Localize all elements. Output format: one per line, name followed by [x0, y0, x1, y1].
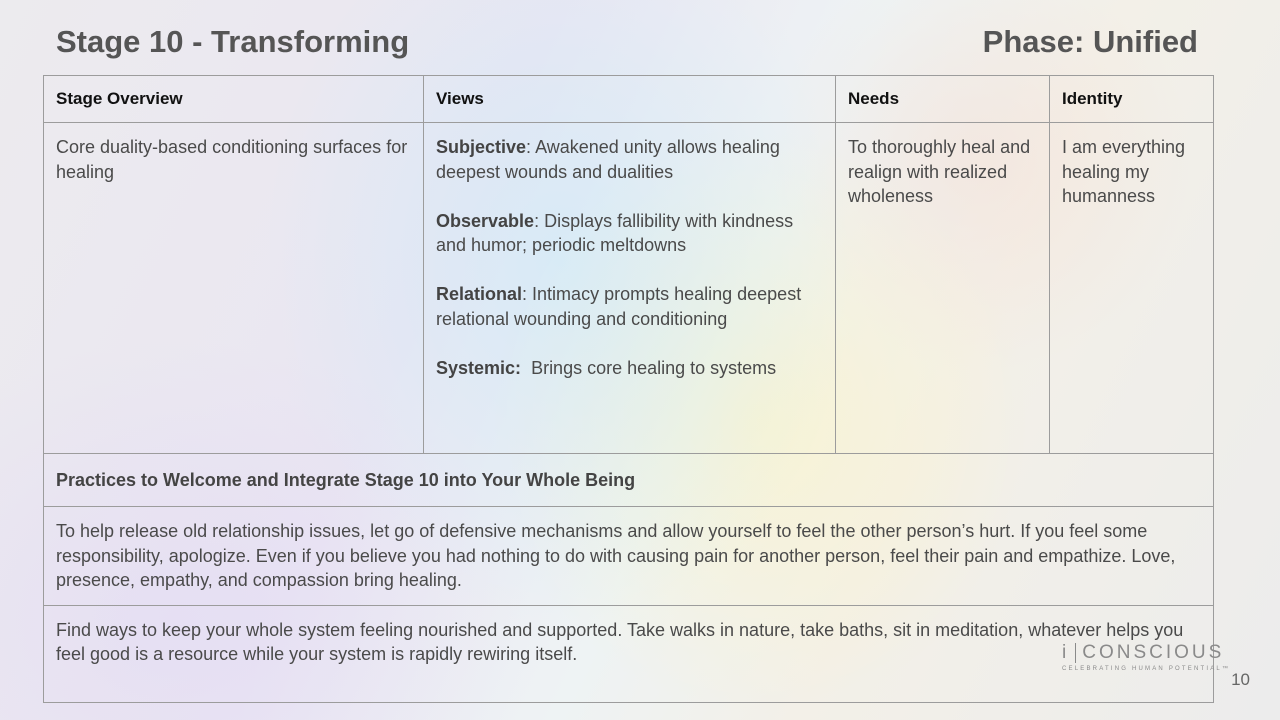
logo-tagline: CELEBRATING HUMAN POTENTIAL™: [1062, 666, 1231, 672]
view-label: Observable: [436, 210, 535, 231]
header-row: [44, 76, 1214, 123]
practices-heading: Practices to Welcome and Integrate Stage 10 into Your Whole Being: [44, 454, 1214, 507]
iconscious-logo: [1062, 642, 1230, 672]
view-label: Subjective: [436, 137, 527, 157]
stage-title: Stage 10 - Transforming: [56, 24, 410, 59]
view-text: Brings core healing to systems: [531, 357, 777, 378]
logo-wordmark: i CONSCIOUS: [1062, 642, 1225, 663]
phase-title: Phase: Unified: [982, 24, 1198, 59]
practice-item-1: To help release old relationship issues, let go of defensive mechanisms and allow yourself to feel the other person’s hurt. If you feel some responsibility, apologize. Even if you believe you had nothing to do with causing pain for another person, feel their pain and empathize. Love, presence, empathy, and compassion bring healing.: [44, 507, 1214, 606]
overview-cell: Core duality-based conditioning surfaces for healing: [44, 123, 424, 454]
view-text: Awakened unity allows healing deepest wounds and dualities: [436, 137, 780, 182]
header-views: Views: [424, 76, 836, 123]
view-label: Systemic:: [436, 357, 522, 378]
header-identity: Identity: [1050, 76, 1214, 123]
page-number: 10: [1231, 670, 1250, 689]
view-text: Intimacy prompts healing deepest relational wounding and conditioning: [436, 284, 802, 329]
header-needs: Needs: [836, 76, 1050, 123]
needs-cell: To thoroughly heal and realign with realized wholeness: [836, 123, 1050, 454]
header-stage-overview: Stage Overview: [44, 76, 424, 123]
view-label: Relational: [436, 284, 523, 304]
body-row: [44, 123, 1214, 454]
stage-table: [43, 75, 1214, 703]
views-cell: [424, 123, 836, 454]
practice-row: [44, 507, 1214, 606]
practices-heading-row: [44, 454, 1214, 507]
view-subjective: Subjective: Awakened unity allows healing deepest wounds and dualities: [436, 137, 780, 182]
view-systemic: [436, 356, 823, 381]
logo-divider: [1075, 643, 1076, 663]
practice-row: [44, 605, 1214, 702]
practice-item-2: Find ways to keep your whole system feeling nourished and supported. Take walks in nature, take baths, sit in meditation, whatever helps you feel good is a resource while your system is rapidly rewiring itself.: [44, 605, 1214, 702]
view-observable: Observable: Displays fallibility with kindness and humor; periodic meltdowns: [436, 210, 794, 255]
view-relational: Relational: Intimacy prompts healing deepest relational wounding and conditioning: [436, 284, 802, 329]
view-text: Displays fallibility with kindness and humor; periodic meltdowns: [436, 210, 794, 255]
identity-cell: I am everything healing my humanness: [1050, 123, 1214, 454]
